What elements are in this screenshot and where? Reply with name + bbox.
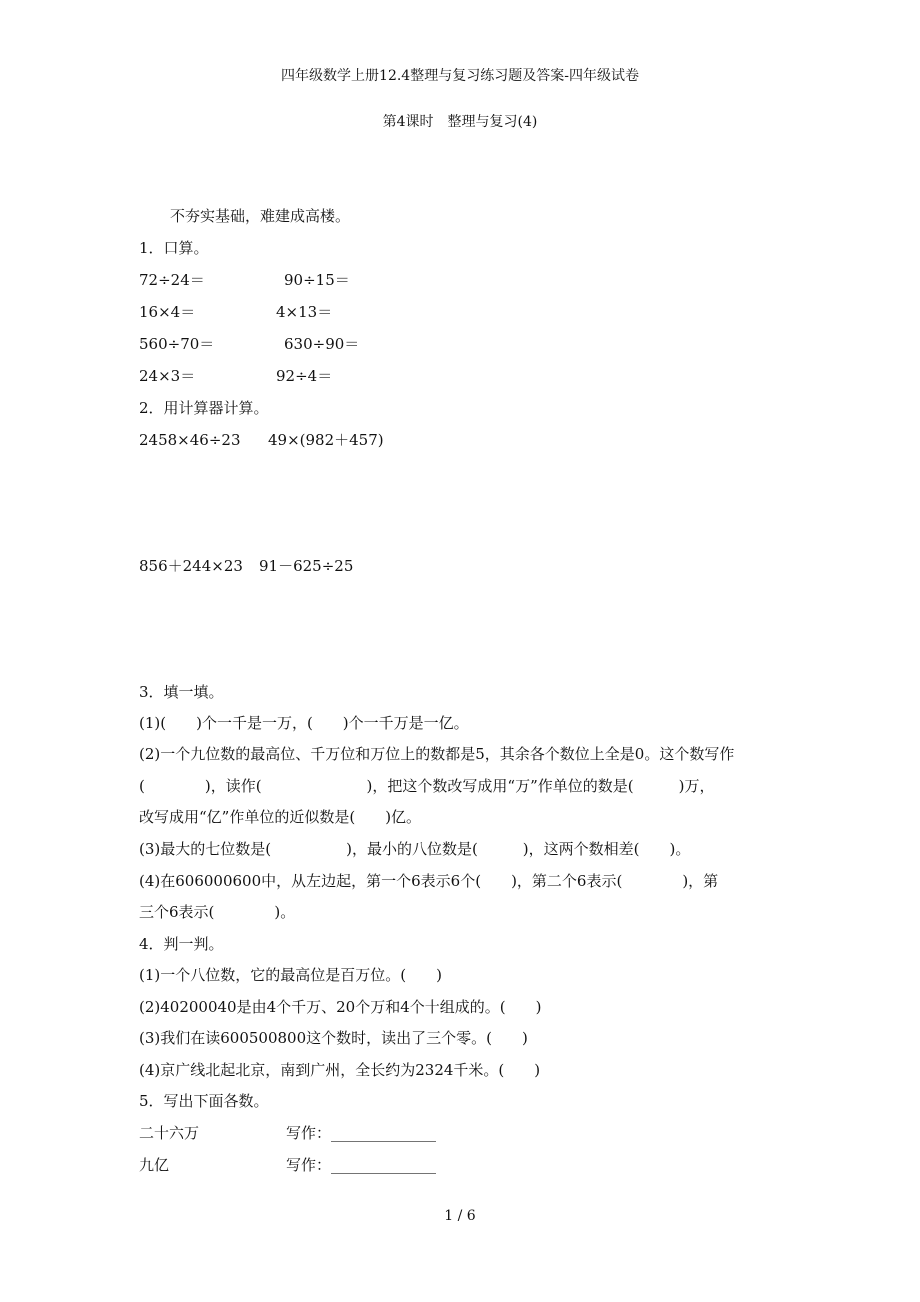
doc-title: 四年级数学上册12.4整理与复习练习题及答案-四年级试卷 [281,68,639,84]
q5-label: 二十六万 [139,1124,200,1142]
q1-item: 630÷90＝ [284,335,360,353]
q3-title: 3．填一填。 [139,683,224,701]
q3-line: (4)在606000600中，从左边起，第一个6表示6个( )，第二个6表示( )，第 [139,872,719,890]
q3-line: 改写成用“亿”作单位的近似数是( )亿。 [139,808,422,826]
lesson-title: 第4课时 整理与复习(4) [382,114,538,130]
q5-write: 写作：______________ [286,1156,437,1174]
q2-item: 856＋244×23 [139,557,243,575]
q2-item: 2458×46÷23 [139,431,241,449]
page-number: 1 / 6 [444,1208,476,1224]
q2-item: 91－625÷25 [259,557,354,575]
q1-title: 1．口算。 [139,239,209,257]
motto: 不夯实基础，难建成高楼。 [170,207,351,225]
q1-item: 92÷4＝ [276,367,333,385]
q4-title: 4．判一判。 [139,935,224,953]
q4-line: (2)40200040是由4个千万、20个万和4个十组成的。( ) [139,998,542,1016]
q5-label: 九亿 [139,1156,170,1174]
q1-item: 4×13＝ [276,303,333,321]
q1-item: 90÷15＝ [284,271,350,289]
q3-line: (2)一个九位数的最高位、千万位和万位上的数都是5，其余各个数位上全是0。这个数写作 [139,745,735,763]
q4-line: (1)一个八位数，它的最高位是百万位。( ) [139,966,442,984]
q4-line: (3)我们在读600500800这个数时，读出了三个零。( ) [139,1029,528,1047]
q2-title: 2．用计算器计算。 [139,399,269,417]
q3-line: 三个6表示( )。 [139,903,296,921]
q1-item: 16×4＝ [139,303,196,321]
q1-item: 72÷24＝ [139,271,205,289]
q4-line: (4)京广线北起北京，南到广州，全长约为2324千米。( ) [139,1061,541,1079]
q2-item: 49×(982＋457) [268,431,384,449]
q5-write: 写作：______________ [286,1124,437,1142]
q1-item: 560÷70＝ [139,335,215,353]
q3-line: (3)最大的七位数是( )，最小的八位数是( )，这两个数相差( )。 [139,840,691,858]
q5-title: 5．写出下面各数。 [139,1092,269,1110]
q3-line: (1)( )个一千是一万，( )个一千万是一亿。 [139,714,469,732]
q3-line: ( )，读作( )，把这个数改写成用“万”作单位的数是( )万， [139,777,715,795]
q1-item: 24×3＝ [139,367,196,385]
